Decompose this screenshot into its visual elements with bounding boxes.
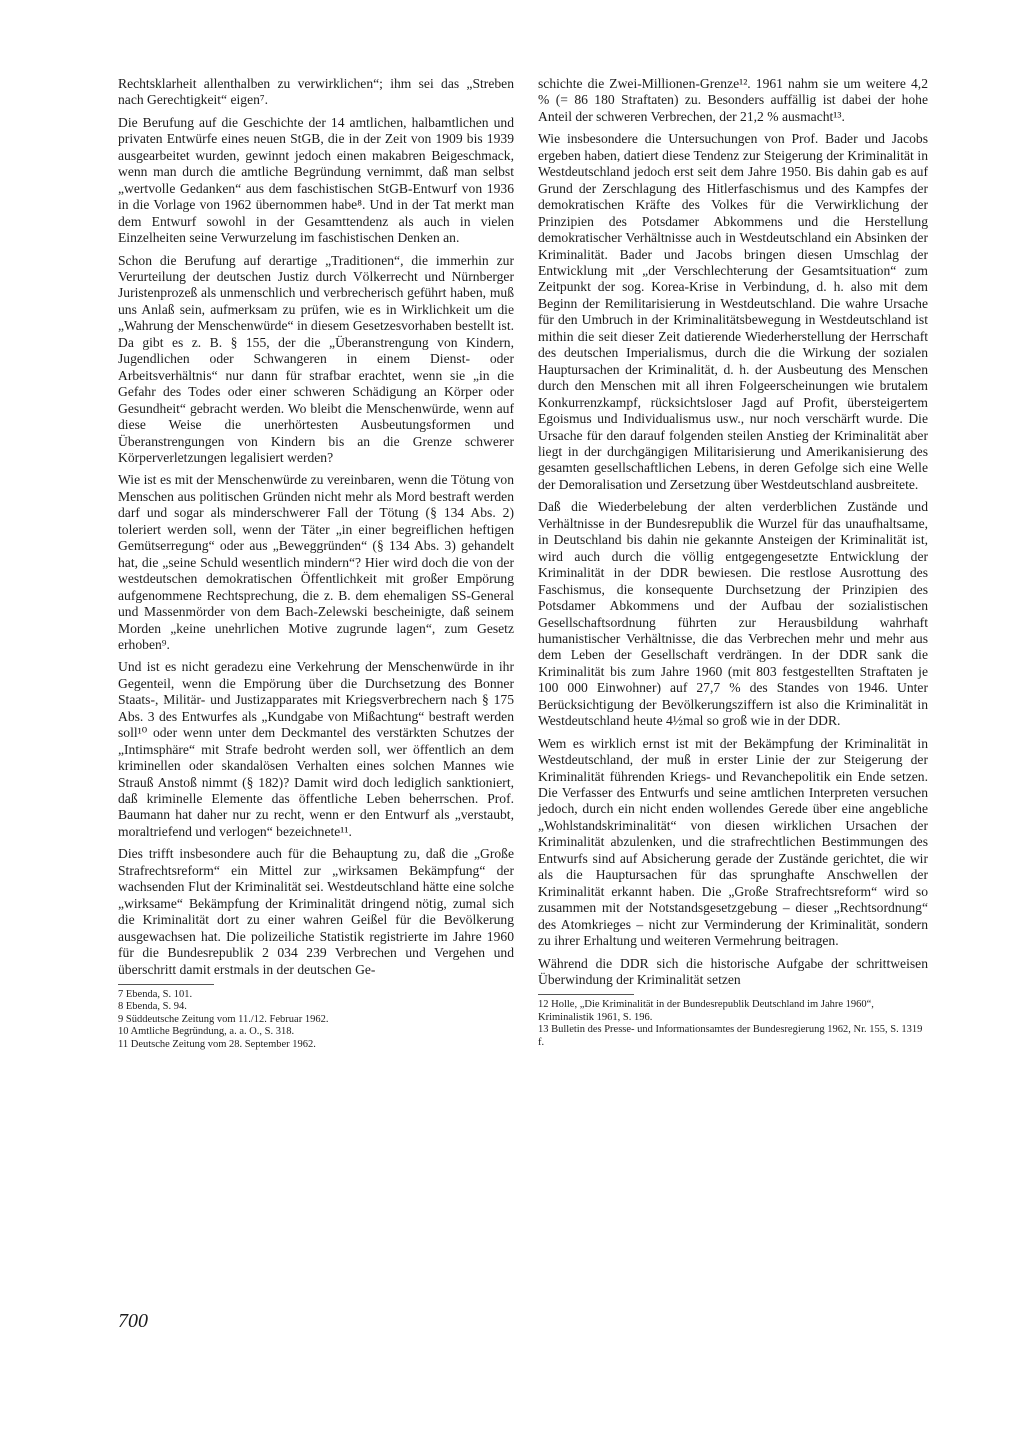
body-paragraph: Wie insbesondere die Untersuchungen von Prof. Bader und Jacobs ergeben haben, datiert diese Tendenz zur Steigerung der Kriminalität in Westdeutschland jedoch erst seit dem Jahre 1950. Bis dahin gab es auf Grund der Zerschlagung des Hitlerfaschismus und des Kampfes der demokratischen Kräfte des Volkes für die Verwirklichung der Prinzipien des Potsdamer Abkommens und die Herstellung demokratischer Verhältnisse auch in Westdeutschland ein Absinken der Kriminalität. Bader und Jacobs bringen diesen Umschlag der Entwicklung mit „der Verschlechterung der Gesamtsituation“ zum Zeitpunkt der sog. Korea-Krise in Verbindung, d. h. also mit dem Beginn der Remilitarisierung in Westdeutschland. Die wahre Ursache für den Umbruch in der Kriminalitätsbewegung in Westdeutschland ist mithin die seit dieser Zeit datierende Wiederherstellung der Herrschaft des deutschen Imperialismus, durch die die Wirkung der sozialen Hauptursachen der Kriminalität, d. h. der Ausbeutung des Menschen durch den Menschen mit all ihren Folgeerscheinungen wie brutalem Konkurrenzkampf, rücksichtsloser Jagd auf Profit, übersteigertem Egoismus und Individualismus usw., nur noch verschärft wurde. Die Ursache für den darauf folgenden steilen Anstieg der Kriminalität aber liegt in der durchgängigen Militarisierung und Amerikanisierung des gesamten gesellschaftlichen Lebens, in deren Gefolge sich eine Welle der Demoralisation und Zersetzung über Westdeutschland ausbreitete. [538,131,928,492]
footnote-divider [118,984,214,985]
body-paragraph: Während die DDR sich die historische Aufgabe der schrittweisen Überwindung der Kriminalität setzen [538,955,928,988]
left-column [118,76,514,1051]
footnote: 13 Bulletin des Presse- und Informationsamtes der Bundesregierung 1962, Nr. 155, S. 1319 f. [538,1024,923,1048]
footnote: 10 Amtliche Begründung, a. a. O., S. 318. [118,1026,295,1038]
footnote-divider [538,994,634,995]
body-paragraph: Dies trifft insbesondere auch für die Behauptung zu, daß die „Große Strafrechtsreform“ ein Mittel zur „wirksamen Bekämpfung“ der wachsenden Flut der Kriminalität sei. Westdeutschland hätte eine solche „wirksame“ Bekämpfung der Kriminalität dringend nötig, zumal sich die Kriminalität dort zu einer wahren Geißel für die Bevölkerung ausgewachsen hat. Die polizeiliche Statistik registrierte im Jahre 1960 für die Bundesrepublik 2 034 239 Verbrechen und Vergehen und überschritt damit erstmals in der deutschen Ge- [118,846,514,977]
right-column [538,76,928,1049]
footnote: 9 Süddeutsche Zeitung vom 11./12. Februar 1962. [118,1013,329,1025]
body-paragraph: schichte die Zwei-Millionen-Grenze¹². 1961 nahm sie um weitere 4,2 % (= 86 180 Straftaten) zu. Besonders auffällig ist dabei der hohe Anteil der schweren Verbrechen, der 21,2 % ausmacht¹³. [538,76,928,124]
body-paragraph: Daß die Wiederbelebung der alten verderblichen Zustände und Verhältnisse in der Bundesrepublik die Wurzel für das unaufhaltsame, in Deutschland bis dahin nie gekannte Ansteigen der Kriminalität ist, wird auch durch die völlig entgegengesetzte Entwicklung der Kriminalität in der DDR bewiesen. Die restlose Ausrottung des Faschismus, die konsequente Durchsetzung der Prinzipien des Potsdamer Abkommens und der Aufbau der sozialistischen Gesellschaftsordnung führten zur Herausbildung wahrhaft humanistischer Verhältnisse, die das Verbrechen mehr und mehr aus dem Leben der Gesellschaft verdrängen. In der DDR sank die Kriminalität bis zum Jahre 1960 (mit 803 festgestellten Straftaten je 100 000 Einwohner) auf 27,7 % des Standes von 1946. Unter Berücksichtigung der Bevölkerungsziffern ist also die Kriminalität in Westdeutschland heute 4½mal so groß wie in der DDR. [538,499,928,729]
body-paragraph: Wie ist es mit der Menschenwürde zu vereinbaren, wenn die Tötung von Menschen aus politischen Gründen nicht mehr als Mord bestraft werden darf und sogar als minderschwerer Fall der Tötung (§ 134 Abs. 2) toleriert werden soll, wenn der Täter „in einer begreiflichen heftigen Gemütserregung“ oder aus „Beweggründen“ (§ 134 Abs. 3) gehandelt hat, die „seine Schuld wesentlich mindern“? Hier wird doch die von der westdeutschen demokratischen Öffentlichkeit mit großer Empörung aufgenommene Rechtsprechung, die z. B. dem ehemaligen SS-General und Massenmörder von dem Bach-Zelewski bescheinigte, daß seinem Morden „keine unehrlichen Motive zugrunde lagen“, zum Gesetz erhoben⁹. [118,472,514,652]
body-paragraph: Und ist es nicht geradezu eine Verkehrung der Menschenwürde in ihr Gegenteil, wenn die Empörung über die Durchsetzung des Bonner Staats-, Militär- und Justizapparates mit Kriegsverbrechern nach § 175 Abs. 3 des Entwurfes als „Kundgabe von Mißachtung“ bestraft werden soll¹⁰ oder wenn unter dem Deckmantel des verstärkten Schutzes der „Intimsphäre“ mit Strafe bedroht werden soll, wer öffentlich an dem kriminellen oder skandalösen Verhalten eines solchen Mannes wie Strauß Anstoß nimmt (§ 182)? Damit wird doch lediglich sanktioniert, daß kriminelle Elemente das öffentliche Leben beherrschen. Prof. Baumann hat daher nur zu recht, wenn er den Entwurf als „verstaubt, moraltriefend und verlogen“ bezeichnete¹¹. [118,659,514,839]
footnote: 7 Ebenda, S. 101. [118,989,193,1001]
body-paragraph: Die Berufung auf die Geschichte der 14 amtlichen, halbamtlichen und privaten Entwürfe eines neuen StGB, die in der Zeit von 1909 bis 1939 ausgearbeitet wurden, gewinnt jedoch einen makabren Beigeschmack, wenn man durch die amtliche Begründung vernimmt, daß man selbst „wertvolle Gedanken“ aus dem faschistischen StGB-Entwurf von 1936 in die Vorlage von 1962 übernommen habe⁸. Und in der Tat merkt man dem Entwurf sowohl in der Gesamttendenz als auch in vielen Einzelheiten seine Verwurzelung im faschistischen Denken an. [118,114,514,246]
page-number: 700 [118,1310,148,1332]
body-paragraph: Schon die Berufung auf derartige „Traditionen“, die immerhin zur Verurteilung der deutschen Justiz durch Völkerrecht und Nürnberger Juristenprozeß als unmenschlich und verbrecherisch geführt haben, muß uns Anlaß sein, aufmerksam zu prüfen, wie es in Wirklichkeit um die „Wahrung der Menschenwürde“ in diesem Gesetzesvorhaben bestellt ist. Da gibt es z. B. § 155, der die „Überanstrengung von Kindern, Jugendlichen oder Schwangeren in einem Dienst- oder Arbeitsverhältnis“ nur dann für strafbar erachtet, wenn sie „in die Gefahr des Todes oder einer schweren Schädigung an Körper oder Gesundheit“ gebracht werden. Wo bleibt die Menschenwürde, wenn auf diese Weise die unerhörtesten Ausbeutungsformen und Überanstrengungen von Kindern bis an die Grenze schwerer Körperverletzungen legalisiert werden? [118,252,515,465]
footnote: 8 Ebenda, S. 94. [118,1001,187,1013]
footnote: 11 Deutsche Zeitung vom 28. September 1962. [118,1038,316,1050]
footnote: 12 Holle, „Die Kriminalität in der Bundesrepublik Deutschland im Jahre 1960“, Kriminalistik 1961, S. 196. [538,999,874,1023]
body-paragraph: Rechtsklarheit allenthalben zu verwirklichen“; ihm sei das „Streben nach Gerechtigkeit“ eigen⁷. [118,76,514,108]
body-paragraph: Wem es wirklich ernst ist mit der Bekämpfung der Kriminalität in Westdeutschland, der muß in erster Linie der zur Steigerung der Kriminalität führenden Kriegs- und Revanchepolitik ein Ende setzen. Die Verfasser des Entwurfs und seine amtlichen Interpreten versuchen jedoch, durch ein nicht enden wollendes Gerede über eine angebliche „Wohlstandskriminalität“ von diesen wirklichen Ursachen der Kriminalität abzulenken, und die strafrechtlichen Bestimmungen des Entwurfs sind auf Absicherung gerade der Zustände gerichtet, die wir als die Hauptursachen für das sprunghafte Anschwellen der Kriminalität erkannt haben. Die „Große Strafrechtsreform“ wird so zusammen mit der Notstandsgesetzgebung – dieser „Rechtsordnung“ des Atomkrieges – nicht zur Verminderung der Kriminalität, sondern zu ihrer Erhaltung und weiteren Vermehrung beitragen. [538,735,928,949]
